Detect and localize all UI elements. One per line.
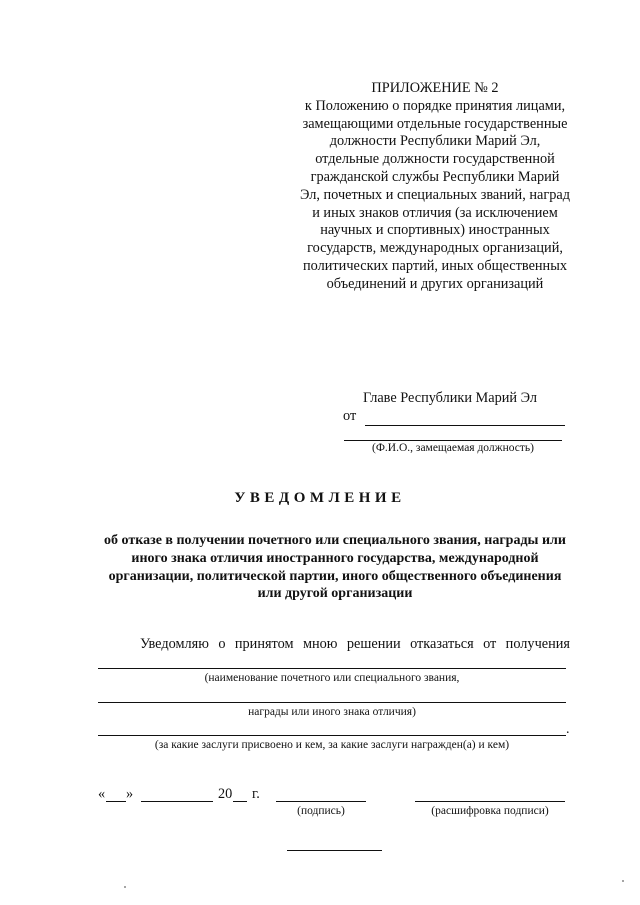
scan-artifact-dot bbox=[622, 880, 624, 882]
signature-decoding-caption: (расшифровка подписи) bbox=[431, 805, 549, 817]
scan-artifact-dot bbox=[124, 886, 126, 888]
signature-line bbox=[276, 801, 366, 802]
signature-decoding-line bbox=[415, 801, 565, 802]
date-month-line bbox=[141, 801, 213, 802]
date-year-line bbox=[233, 801, 247, 802]
date-year-suffix: г. bbox=[252, 786, 260, 802]
date-day-line bbox=[106, 801, 126, 802]
addressee-to: Главе Республики Марий Эл bbox=[363, 390, 538, 406]
merits-line-period: . bbox=[566, 722, 570, 737]
addressee-second-line bbox=[344, 440, 562, 441]
merits-line bbox=[98, 735, 566, 736]
date-quote-open: « bbox=[98, 786, 106, 802]
footer-separator-line bbox=[287, 850, 382, 851]
annex-block bbox=[300, 80, 570, 294]
addressee-from-label: от bbox=[343, 408, 357, 424]
award-name-caption: (наименование почетного или специального звания, bbox=[204, 672, 460, 684]
annex-text: к Положению о порядке принятия лицами, замещающими отдельные государственные должности Республики Марий Эл, отдельные должности государственной гражданской службы Республики Марий Эл, почетных и специальных званий, наград и иных знаков отличия (за исключением научных и спортивных) иностранных государств, международных организаций, политических партий, иных общественных объединений и других организаций bbox=[300, 97, 570, 292]
document-body: Уведомляю о принятом мною решении отказаться от получения bbox=[140, 636, 570, 652]
date-quote-close: » bbox=[126, 786, 134, 802]
addressee-caption: (Ф.И.О., замещаемая должность) bbox=[372, 442, 534, 454]
award-name-line bbox=[98, 668, 566, 669]
annex-title: ПРИЛОЖЕНИЕ № 2 bbox=[371, 80, 499, 96]
document-heading: УВЕДОМЛЕНИЕ bbox=[234, 490, 406, 506]
award-type-caption: награды или иного знака отличия) bbox=[248, 706, 416, 718]
award-type-line bbox=[98, 702, 566, 703]
document-subject: об отказе в получении почетного или специального звания, награды или иного знака отличия иностранного государства, международной организации, политической партии, иного общественного объединения или другой организации bbox=[104, 533, 566, 602]
merits-caption: (за какие заслуги присвоено и кем, за какие заслуги награжден(а) и кем) bbox=[154, 739, 510, 751]
date-year-prefix: 20 bbox=[218, 786, 233, 802]
signature-caption: (подпись) bbox=[297, 805, 345, 817]
addressee-from-line bbox=[365, 425, 565, 426]
